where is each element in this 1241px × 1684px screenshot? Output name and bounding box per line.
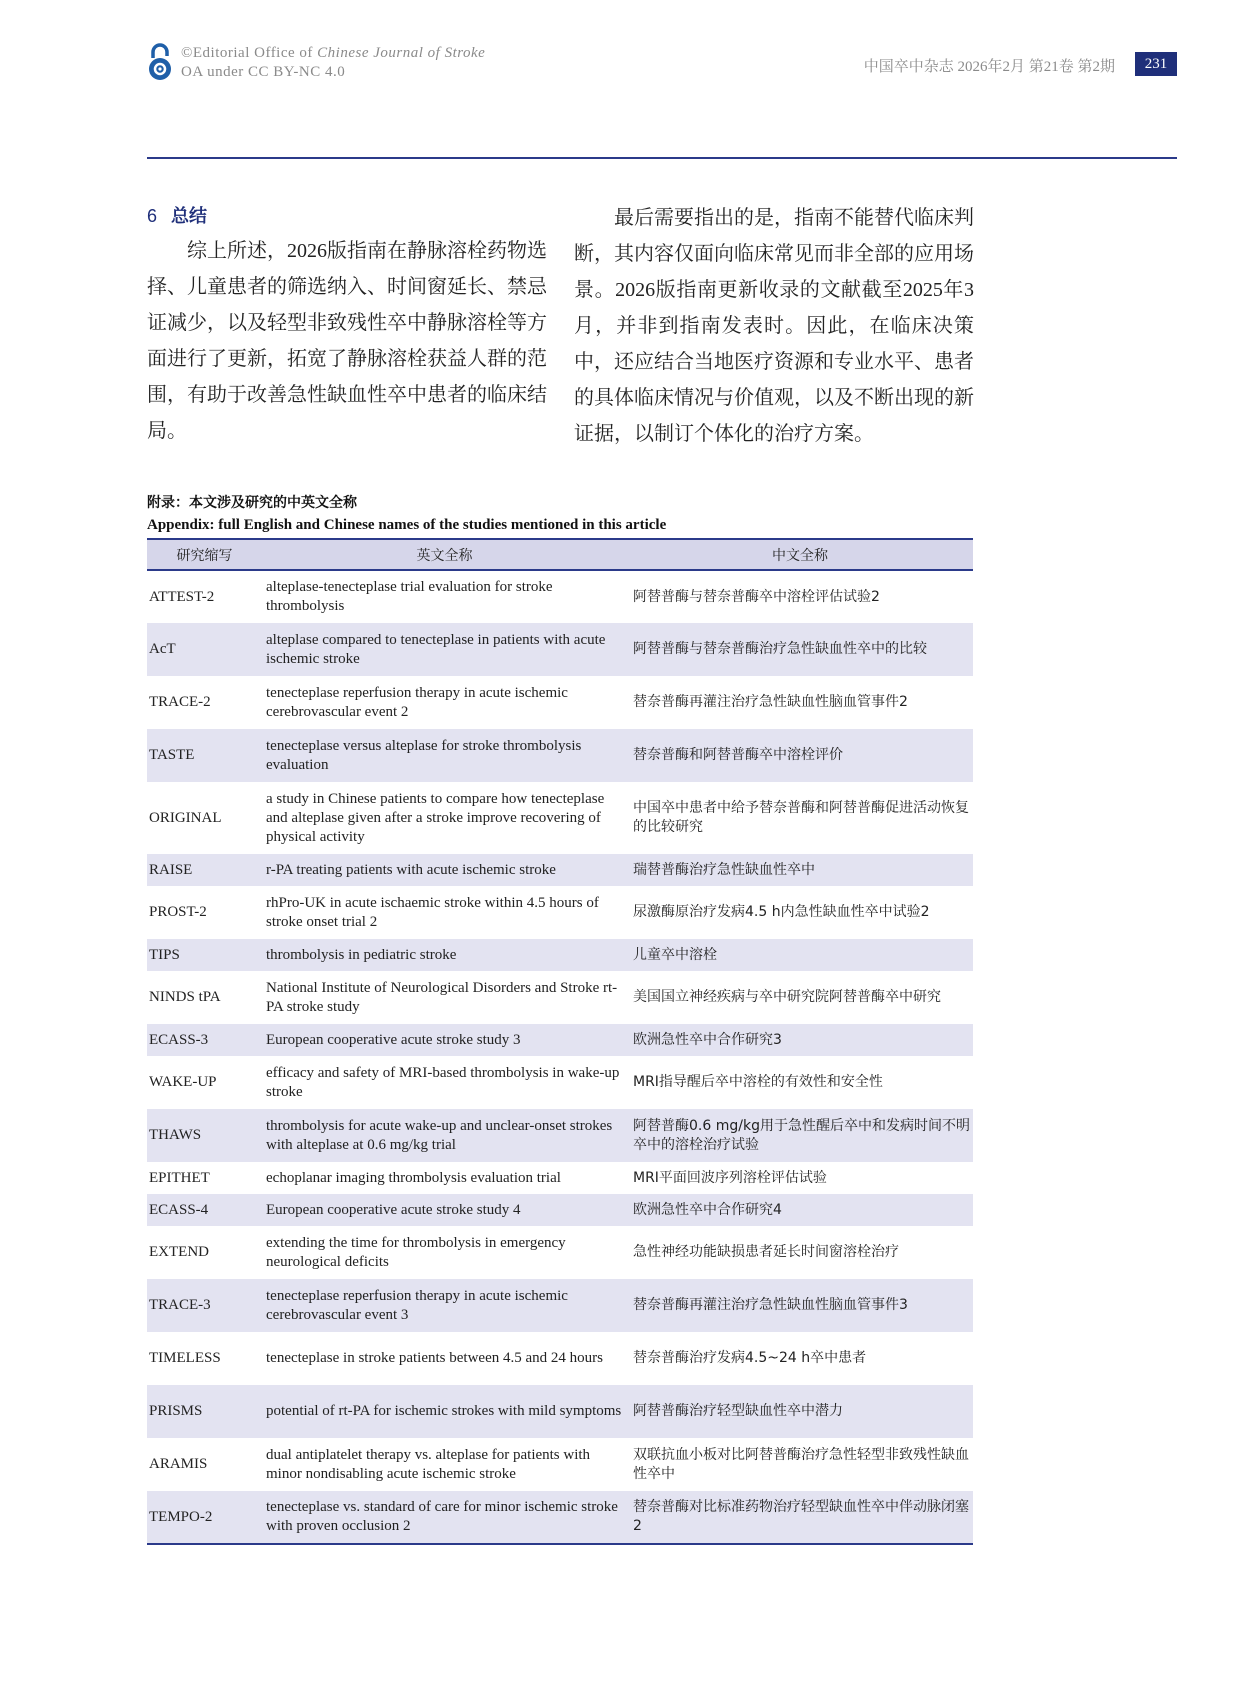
copyright-prefix: ©Editorial Office of [181,45,318,61]
study-english-name: tenecteplase reperfusion therapy in acute ischemic cerebrovascular event 2 [266,684,568,720]
page-number: 231 [1135,52,1177,76]
study-english-name: dual antiplatelet therapy vs. alteplase for patients with minor nondisabling acute ischemic stroke [266,1446,591,1482]
open-access-lock-icon [147,42,173,82]
study-english-name: European cooperative acute stroke study 4 [266,1201,521,1218]
study-abbr: NINDS tPA [149,989,221,1005]
study-chinese-name: 中国卒中患者中给予替奈普酶和阿替普酶促进活动恢复的比较研究 [633,800,969,835]
column-header-abbr: 研究缩写 [176,547,233,564]
study-abbr: PROST-2 [149,904,207,920]
study-chinese-name: MRI平面回波序列溶栓评估试验 [633,1169,827,1186]
license-text: OA under CC BY-NC 4.0 [181,64,346,80]
study-abbr: WAKE-UP [149,1074,217,1090]
table-row [147,1332,973,1385]
table-row [147,1109,973,1162]
copyright-notice [181,44,485,82]
study-chinese-name: 阿替普酶与替奈普酶卒中溶栓评估试验2 [633,588,880,605]
table-row [147,623,973,676]
study-chinese-name: 瑞替普酶治疗急性缺血性卒中 [633,861,815,878]
appendix-caption-en: Appendix: full English and Chinese names of the studies mentioned in this article [147,517,667,533]
study-abbr: TRACE-3 [149,1297,211,1313]
table-row [147,1438,973,1491]
table-row [147,971,973,1024]
study-abbr: ECASS-3 [149,1031,209,1048]
study-abbr: TEMPO-2 [149,1508,213,1525]
table-header-row [147,539,973,570]
table-row [147,854,973,886]
study-chinese-name: 急性神经功能缺损患者延长时间窗溶栓治疗 [633,1244,899,1260]
study-abbr: ARAMIS [149,1456,208,1472]
study-english-name: thrombolysis for acute wake-up and unclear-onset strokes with alteplase at 0.6 mg/kg trial [266,1117,613,1153]
section-title: 总结 [171,206,208,227]
table-row [147,1226,973,1279]
column-header-english: 英文全称 [416,547,473,564]
appendix [147,492,973,1545]
study-chinese-name: 替奈普酶再灌注治疗急性缺血性脑血管事件2 [633,694,908,710]
study-chinese-name: 双联抗血小板对比阿替普酶治疗急性轻型非致残性缺血性卒中 [633,1446,969,1482]
study-english-name: alteplase-tenecteplase trial evaluation for stroke thrombolysis [266,579,553,614]
study-chinese-name: 欧洲急性卒中合作研究4 [633,1201,782,1218]
study-chinese-name: 尿激酶原治疗发病4.5 h内急性缺血性卒中试验2 [633,904,930,920]
study-english-name: tenecteplase vs. standard of care for minor ischemic stroke with proven occlusion 2 [266,1499,618,1534]
table-row [147,729,973,782]
table-row [147,939,973,971]
study-english-name: tenecteplase in stroke patients between 4.5 and 24 hours [266,1350,603,1366]
study-chinese-name: 阿替普酶治疗轻型缺血性卒中潜力 [633,1403,843,1419]
study-chinese-name: 阿替普酶0.6 mg/kg用于急性醒后卒中和发病时间不明卒中的溶栓治疗试验 [633,1117,970,1153]
study-english-name: echoplanar imaging thrombolysis evaluation trial [266,1169,561,1186]
study-chinese-name: 欧洲急性卒中合作研究3 [633,1031,782,1048]
study-abbr: EXTEND [149,1244,209,1260]
table-row [147,1279,973,1332]
table-row [147,1162,973,1194]
study-english-name: extending the time for thrombolysis in emergency neurological deficits [266,1234,566,1270]
section-number: 6 [147,206,158,226]
study-english-name: alteplase compared to tenecteplase in patients with acute ischemic stroke [266,631,606,667]
study-abbr: ATTEST-2 [149,588,215,605]
table-row [147,1194,973,1226]
study-chinese-name: 美国国立神经疾病与卒中研究院阿替普酶卒中研究 [633,989,941,1005]
summary-paragraph: 综上所述，2026版指南在静脉溶栓药物选择、儿童患者的筛选纳入、时间窗延长、禁忌证减少，以及轻型非致残性卒中静脉溶栓等方面进行了更新，拓宽了静脉溶栓获益人群的范围，有助于改善急性缺血性卒中患者的临床结局。 [147,240,547,442]
table-row [147,782,973,854]
study-chinese-name: 替奈普酶治疗发病4.5~24 h卒中患者 [633,1350,867,1366]
study-chinese-name: 阿替普酶与替奈普酶治疗急性缺血性卒中的比较 [633,641,927,657]
study-chinese-name: 儿童卒中溶栓 [633,946,717,963]
study-english-name: National Institute of Neurological Disorders and Stroke rt-PA stroke study [266,979,618,1015]
journal-name: Chinese Journal of Stroke [317,45,486,61]
table-row [147,676,973,729]
table-row [147,570,973,623]
journal-info: 中国卒中杂志 2026年2月 第21卷 第2期 [863,59,1115,75]
closing-paragraph: 最后需要指出的是，指南不能替代临床判断，其内容仅面向临床常见而非全部的应用场景。2026版指南更新收录的文献截至2025年3月，并非到指南发表时。因此，在临床决策中，还应结合当地医疗资源和专业水平、患者的具体临床情况与价值观，以及不断出现的新证据，以制订个体化的治疗方案。 [574,207,974,445]
study-abbr: AcT [149,641,176,657]
study-english-name: potential of rt-PA for ischemic strokes with mild symptoms [266,1403,622,1419]
study-abbr: TIMELESS [149,1350,221,1366]
appendix-caption-zh: 附录：本文涉及研究的中英文全称 [147,495,357,511]
study-english-name: rhPro-UK in acute ischaemic stroke within 4.5 hours of stroke onset trial 2 [266,894,599,930]
study-chinese-name: 替奈普酶对比标准药物治疗轻型缺血性卒中伴动脉闭塞2 [633,1499,969,1534]
study-abbr: PRISMS [149,1403,203,1419]
study-english-name: tenecteplase versus alteplase for stroke thrombolysis evaluation [266,737,582,773]
table-row [147,886,973,939]
study-abbr: RAISE [149,861,193,878]
table-row [147,1385,973,1438]
study-abbr: TRACE-2 [149,694,211,710]
appendix-table [147,538,973,1545]
study-english-name: thrombolysis in pediatric stroke [266,946,457,963]
study-chinese-name: 替奈普酶再灌注治疗急性缺血性脑血管事件3 [633,1297,908,1313]
right-column [574,200,974,452]
study-chinese-name: 替奈普酶和阿替普酶卒中溶栓评价 [633,747,843,763]
study-abbr: EPITHET [149,1169,210,1186]
study-abbr: TASTE [149,747,195,763]
section-heading [147,200,547,233]
study-english-name: tenecteplase reperfusion therapy in acute ischemic cerebrovascular event 3 [266,1287,568,1323]
table-row [147,1024,973,1056]
study-english-name: efficacy and safety of MRI-based thrombolysis in wake-up stroke [266,1064,620,1100]
header-rule [147,157,1177,159]
study-chinese-name: MRI指导醒后卒中溶栓的有效性和安全性 [633,1074,883,1090]
study-english-name: European cooperative acute stroke study 3 [266,1031,521,1048]
study-english-name: a study in Chinese patients to compare how tenecteplase and alteplase given after a stroke improve recovering of physical activity [266,790,605,845]
study-abbr: ECASS-4 [149,1201,209,1218]
table-row [147,1056,973,1109]
page-header [147,42,1177,82]
column-header-chinese: 中文全称 [772,547,828,564]
study-english-name: r-PA treating patients with acute ischemic stroke [266,861,556,878]
study-abbr: THAWS [149,1127,202,1143]
left-column [147,200,547,449]
study-abbr: ORIGINAL [149,809,222,826]
table-row [147,1491,973,1544]
study-abbr: TIPS [149,946,180,963]
